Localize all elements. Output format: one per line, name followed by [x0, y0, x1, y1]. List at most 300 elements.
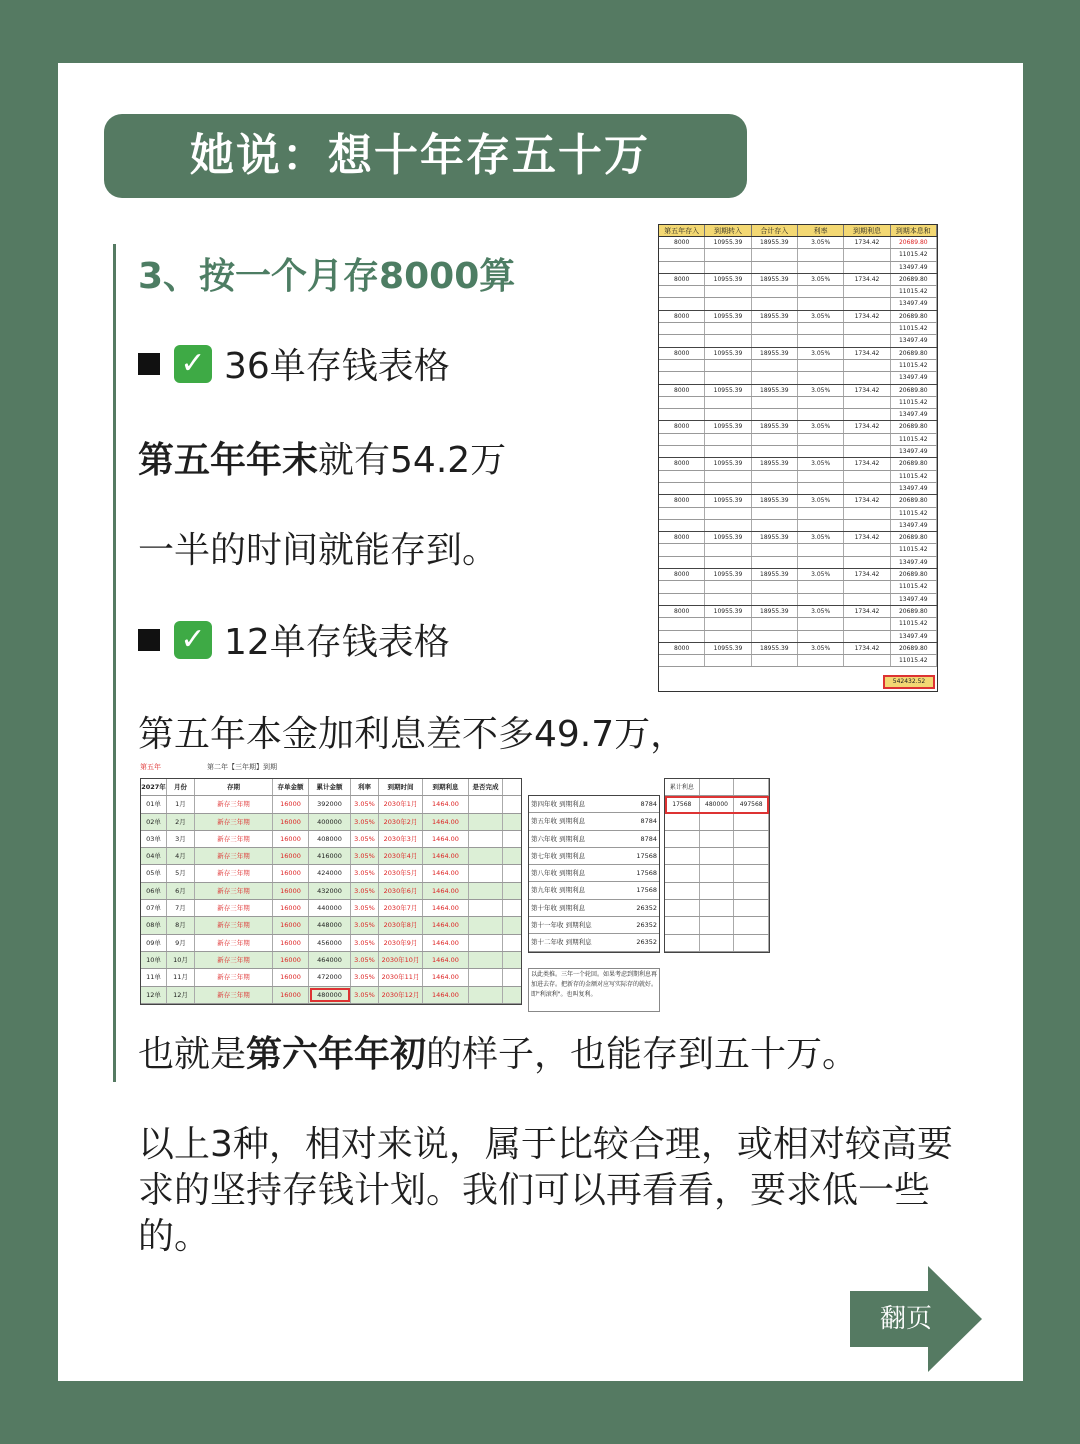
table-cell: 09单	[141, 935, 167, 951]
table-cell: 1734.42	[844, 274, 890, 285]
table-cell: 8000	[659, 458, 705, 469]
table-cell	[798, 286, 844, 297]
table-cell	[705, 262, 751, 273]
interest-value: 8784	[640, 800, 657, 808]
table-body	[659, 237, 937, 667]
table-cell	[752, 520, 798, 531]
interest-value: 26352	[636, 938, 657, 947]
table-cell	[659, 409, 705, 420]
table-cell: 11015.42	[891, 360, 937, 371]
table-cell: 20689.80	[891, 237, 937, 248]
table-cell: 1734.42	[844, 348, 890, 359]
table-cell: 18955.39	[752, 421, 798, 432]
table-cell	[659, 298, 705, 309]
interest-label: 第五年收 到期利息	[531, 817, 586, 826]
next-page-label: 翻页	[880, 1304, 933, 1334]
table-cell: 10955.39	[705, 458, 751, 469]
table-cell	[659, 372, 705, 383]
table-cell: 10955.39	[705, 311, 751, 322]
table-cell	[798, 434, 844, 445]
interest-label: 第十一年收 到期利息	[531, 921, 592, 930]
list-item	[529, 813, 659, 830]
table-cell: 1734.42	[844, 421, 890, 432]
table-cell	[798, 557, 844, 568]
table-row	[659, 446, 937, 458]
interest-label: 第七年收 到期利息	[531, 851, 586, 860]
table-cell	[844, 323, 890, 334]
table-cell	[844, 262, 890, 273]
table-cell	[705, 323, 751, 334]
next-page-button[interactable]	[850, 1266, 982, 1372]
list-item	[529, 865, 659, 882]
interest-label: 第九年收 到期利息	[531, 886, 586, 895]
table-cell	[469, 848, 503, 864]
table-cell	[752, 483, 798, 494]
table-cell	[734, 848, 769, 864]
table-cell: 416000	[309, 848, 351, 864]
table-cell	[659, 557, 705, 568]
table-cell	[469, 796, 503, 812]
interest-value: 17568	[636, 886, 657, 895]
table-cell	[705, 397, 751, 408]
interest-value: 8784	[640, 834, 657, 843]
table-cell: 16000	[273, 831, 309, 847]
table-caption-year: 第五年	[140, 763, 161, 771]
list-item	[529, 900, 659, 917]
table-cell	[659, 335, 705, 346]
table-cell: 18955.39	[752, 495, 798, 506]
table-cell: 3.05%	[798, 385, 844, 396]
table-cell: 497568	[734, 796, 769, 812]
table-row	[659, 483, 937, 495]
table-cell: 06单	[141, 883, 167, 899]
table-cell: 16000	[273, 917, 309, 933]
table-cell: 12月	[167, 987, 195, 1003]
table-cell: 3.05%	[351, 917, 379, 933]
table-cell	[752, 360, 798, 371]
table-cell	[844, 409, 890, 420]
table-cell	[798, 631, 844, 642]
list-item	[529, 934, 659, 951]
table-cell: 2月	[167, 814, 195, 830]
column-header: 到期转入	[705, 225, 751, 236]
bullet-12-label: 12单存钱表格	[224, 622, 450, 663]
table-row	[659, 544, 937, 556]
table-cell: 02单	[141, 814, 167, 830]
table-row	[141, 831, 521, 848]
table-cell: 18955.39	[752, 237, 798, 248]
table-cell: 1734.42	[844, 643, 890, 654]
table-cell: 448000	[309, 917, 351, 933]
table-row	[665, 814, 769, 831]
table-cell	[705, 434, 751, 445]
table-cell	[844, 557, 890, 568]
table-cell	[659, 249, 705, 260]
column-header: 利率	[798, 225, 844, 236]
table-row	[141, 848, 521, 865]
table-cell: 10955.39	[705, 532, 751, 543]
table-cell: 392000	[309, 796, 351, 812]
table-cell	[752, 249, 798, 260]
table-row	[659, 520, 937, 532]
table-cell	[844, 372, 890, 383]
table-row	[141, 796, 521, 813]
table-cell	[798, 446, 844, 457]
table-row	[659, 471, 937, 483]
result-line-4	[138, 1026, 858, 1077]
table-cell: 新存三年期	[195, 952, 273, 968]
table-cell	[844, 446, 890, 457]
table-cell: 8000	[659, 311, 705, 322]
table-cell: 2030年11月	[379, 969, 423, 985]
table-cell	[705, 360, 751, 371]
table-row	[141, 952, 521, 969]
section-divider-bar	[113, 244, 116, 1082]
table-cell	[752, 323, 798, 334]
table-row	[141, 900, 521, 917]
table-row	[659, 594, 937, 606]
column-header: 到期利息	[844, 225, 890, 236]
table-cell	[659, 323, 705, 334]
table-cell: 20689.80	[891, 532, 937, 543]
table-cell: 9月	[167, 935, 195, 951]
table-cell: 20689.80	[891, 458, 937, 469]
table-cell	[844, 655, 890, 666]
table-row	[659, 631, 937, 643]
table-cell: 20689.80	[891, 348, 937, 359]
table-cell	[844, 360, 890, 371]
table-row	[659, 421, 937, 433]
table-cell: 11015.42	[891, 434, 937, 445]
table-cell: 408000	[309, 831, 351, 847]
table-cell	[659, 360, 705, 371]
savings-table-12	[140, 760, 772, 1014]
table-cell	[752, 544, 798, 555]
table-cell	[798, 508, 844, 519]
table-cell: 1734.42	[844, 606, 890, 617]
table-cell: 20689.80	[891, 569, 937, 580]
table-cell: 1734.42	[844, 495, 890, 506]
table-cell	[469, 831, 503, 847]
table-row	[659, 409, 937, 421]
interest-note: 以此类推。三年一个轮回。如果考虑到期利息再加进去存。把新存的金额对应写实际存的就好。即"利滚利"。也叫复利。	[528, 968, 660, 1012]
table-cell	[665, 935, 700, 951]
table-cell: 13497.49	[891, 483, 937, 494]
table-cell	[659, 262, 705, 273]
table-cell: 4月	[167, 848, 195, 864]
list-item	[529, 796, 659, 813]
table-cell	[844, 631, 890, 642]
table-row	[659, 298, 937, 310]
table-cell	[734, 814, 769, 830]
table-cell	[844, 520, 890, 531]
table-cell: 2030年12月	[379, 987, 423, 1003]
table-cell	[469, 883, 503, 899]
table-cell	[469, 917, 503, 933]
table-cell: 3.05%	[798, 569, 844, 580]
table-row	[659, 372, 937, 384]
table-cell: 2030年9月	[379, 935, 423, 951]
table-cell: 1464.00	[423, 796, 469, 812]
table-row	[665, 917, 769, 934]
table-cell: 2030年4月	[379, 848, 423, 864]
table-cell: 10955.39	[705, 569, 751, 580]
table-cell	[659, 446, 705, 457]
total-value: 542432.52	[883, 675, 935, 689]
table-cell: 13497.49	[891, 298, 937, 309]
column-header: 累计金额	[309, 779, 351, 795]
interest-value: 17568	[636, 851, 657, 860]
table-cell: 3.05%	[351, 935, 379, 951]
table-cell: 11015.42	[891, 249, 937, 260]
table-cell	[705, 594, 751, 605]
table-cell: 20689.80	[891, 643, 937, 654]
table-cell: 1734.42	[844, 532, 890, 543]
interest-sum-grid	[664, 778, 770, 953]
table-cell	[469, 952, 503, 968]
interest-list	[528, 795, 660, 953]
black-square-icon	[138, 353, 160, 375]
table-cell	[844, 508, 890, 519]
table-cell: 16000	[273, 900, 309, 916]
table-cell: 11015.42	[891, 286, 937, 297]
table-row	[659, 348, 937, 360]
table-cell	[700, 831, 735, 847]
table-cell	[469, 969, 503, 985]
table-cell: 8000	[659, 606, 705, 617]
table-cell: 8000	[659, 274, 705, 285]
table-cell: 新存三年期	[195, 848, 273, 864]
table-cell	[734, 779, 769, 795]
table-cell: 01单	[141, 796, 167, 812]
table-cell: 8000	[659, 421, 705, 432]
section-heading: 3、按一个月存8000算	[138, 256, 516, 297]
table-cell: 11015.42	[891, 618, 937, 629]
table-cell	[665, 883, 700, 899]
table-row	[659, 618, 937, 630]
interest-label: 第八年收 到期利息	[531, 869, 586, 878]
table-cell: 16000	[273, 935, 309, 951]
table-cell: 2030年7月	[379, 900, 423, 916]
table-cell	[659, 520, 705, 531]
table-cell: 04单	[141, 848, 167, 864]
table-cell	[798, 483, 844, 494]
table-cell	[705, 298, 751, 309]
table-cell	[665, 848, 700, 864]
table-cell: 1464.00	[423, 969, 469, 985]
table-cell: 新存三年期	[195, 883, 273, 899]
table-cell	[798, 323, 844, 334]
table-cell	[659, 544, 705, 555]
table-row	[665, 796, 769, 813]
summary-paragraph: 以上3种，相对来说，属于比较合理，或相对较高要求的坚持存钱计划。我们可以再看看，要求低一些的。	[138, 1124, 953, 1257]
table-cell	[734, 831, 769, 847]
table-cell: 480000	[700, 796, 735, 812]
table-cell: 1734.42	[844, 458, 890, 469]
table-cell: 8000	[659, 348, 705, 359]
table-cell: 3.05%	[798, 495, 844, 506]
table-row	[141, 917, 521, 934]
table-row	[665, 831, 769, 848]
interest-value: 17568	[636, 869, 657, 878]
table-cell: 新存三年期	[195, 987, 273, 1003]
column-header: 2027年	[141, 779, 167, 795]
table-cell: 8000	[659, 532, 705, 543]
table-cell: 11月	[167, 969, 195, 985]
table-cell: 18955.39	[752, 311, 798, 322]
table-row	[141, 865, 521, 882]
table-cell	[752, 335, 798, 346]
table-cell	[752, 446, 798, 457]
table-cell	[798, 397, 844, 408]
table-cell: 5月	[167, 865, 195, 881]
table-cell: 20689.80	[891, 311, 937, 322]
table-cell: 20689.80	[891, 274, 937, 285]
table-cell	[752, 434, 798, 445]
result-line-4-bold: 第六年年初	[246, 1034, 427, 1075]
table-cell: 2030年3月	[379, 831, 423, 847]
interest-label: 第四年收 到期利息	[531, 800, 586, 808]
table-cell	[752, 581, 798, 592]
table-cell: 10955.39	[705, 606, 751, 617]
table-cell	[844, 581, 890, 592]
table-row	[665, 779, 769, 796]
table-cell: 11单	[141, 969, 167, 985]
table-cell	[659, 397, 705, 408]
table-cell: 10955.39	[705, 348, 751, 359]
table-cell: 10月	[167, 952, 195, 968]
table-cell	[705, 446, 751, 457]
table-cell: 3.05%	[351, 952, 379, 968]
table-cell: 3.05%	[798, 421, 844, 432]
table-cell: 2030年6月	[379, 883, 423, 899]
table-cell: 新存三年期	[195, 865, 273, 881]
table-cell: 20689.80	[891, 606, 937, 617]
table-cell: 3.05%	[351, 814, 379, 830]
table-cell: 18955.39	[752, 643, 798, 654]
table-row	[659, 397, 937, 409]
column-header: 存单金额	[273, 779, 309, 795]
table-cell: 03单	[141, 831, 167, 847]
table-cell	[844, 471, 890, 482]
table-cell	[798, 655, 844, 666]
table-cell	[734, 917, 769, 933]
table-cell	[752, 397, 798, 408]
table-cell	[798, 360, 844, 371]
table-cell: 8000	[659, 643, 705, 654]
table-cell: 424000	[309, 865, 351, 881]
table-cell	[844, 249, 890, 260]
table-row	[659, 249, 937, 261]
table-cell	[734, 865, 769, 881]
table-cell	[798, 335, 844, 346]
table-cell	[700, 865, 735, 881]
table-cell: 18955.39	[752, 385, 798, 396]
table-row	[141, 987, 521, 1004]
table-cell: 10955.39	[705, 421, 751, 432]
table-cell: 17568	[665, 796, 700, 812]
table-cell: 3.05%	[351, 796, 379, 812]
table-cell: 新存三年期	[195, 796, 273, 812]
table-cell: 3.05%	[798, 458, 844, 469]
result-line-1-rest: 就有54.2万	[318, 440, 507, 481]
column-header: 合计存入	[752, 225, 798, 236]
page-title: 她说：想十年存五十万	[104, 114, 747, 198]
table-cell: 20689.80	[891, 421, 937, 432]
table-cell	[844, 618, 890, 629]
column-header: 到期利息	[423, 779, 469, 795]
table-cell	[705, 520, 751, 531]
table-cell: 10955.39	[705, 237, 751, 248]
table-cell: 11015.42	[891, 544, 937, 555]
table-cell: 16000	[273, 865, 309, 881]
table-cell	[469, 987, 503, 1003]
list-item	[529, 917, 659, 934]
table-cell: 3.05%	[351, 987, 379, 1003]
interest-value: 8784	[640, 817, 657, 826]
table-cell	[798, 409, 844, 420]
table-cell	[844, 397, 890, 408]
table-cell: 18955.39	[752, 532, 798, 543]
table-row	[665, 883, 769, 900]
table-cell: 08单	[141, 917, 167, 933]
table-cell: 8000	[659, 495, 705, 506]
list-item	[529, 848, 659, 865]
table-cell: 2030年2月	[379, 814, 423, 830]
table-cell	[798, 520, 844, 531]
table-cell: 3.05%	[798, 606, 844, 617]
table-cell	[798, 262, 844, 273]
table-header	[141, 779, 521, 796]
table-cell	[469, 935, 503, 951]
table-cell	[752, 372, 798, 383]
table-cell: 3.05%	[798, 274, 844, 285]
table-row	[659, 495, 937, 507]
table-cell	[705, 581, 751, 592]
table-cell: 11015.42	[891, 581, 937, 592]
bullet-36-table	[138, 338, 450, 389]
table-cell	[705, 544, 751, 555]
table-cell: 440000	[309, 900, 351, 916]
table-cell	[659, 655, 705, 666]
table-cell: 13497.49	[891, 335, 937, 346]
table-cell: 16000	[273, 848, 309, 864]
table-cell	[844, 594, 890, 605]
table-cell	[659, 434, 705, 445]
table-cell	[752, 557, 798, 568]
table-cell	[705, 335, 751, 346]
table-row	[659, 508, 937, 520]
table-cell: 8000	[659, 237, 705, 248]
table-cell: 3.05%	[798, 237, 844, 248]
table-cell: 6月	[167, 883, 195, 899]
table-row	[665, 848, 769, 865]
table-cell: 1464.00	[423, 917, 469, 933]
result-line-4-rest: 的样子，也能存到五十万。	[426, 1034, 859, 1075]
table-cell: 10955.39	[705, 643, 751, 654]
table-cell	[700, 917, 735, 933]
table-cell	[705, 631, 751, 642]
deposit-grid	[140, 778, 522, 1005]
table-cell: 1464.00	[423, 952, 469, 968]
table-cell	[844, 286, 890, 297]
table-cell: 16000	[273, 952, 309, 968]
table-cell: 1734.42	[844, 311, 890, 322]
table-cell: 3.05%	[351, 831, 379, 847]
table-cell	[752, 655, 798, 666]
table-cell: 456000	[309, 935, 351, 951]
table-cell: 3.05%	[351, 883, 379, 899]
